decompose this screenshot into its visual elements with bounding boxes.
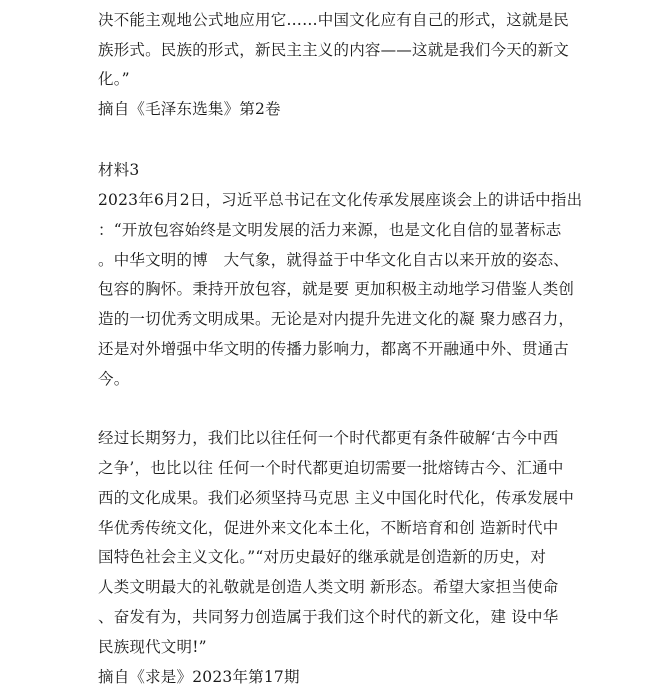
paragraph-line: 华优秀传统文化，促进外来文化本土化，不断培育和创 造新时代中 xyxy=(98,519,559,537)
paragraph-line: 造的一切优秀文明成果。无论是对内提升先进文化的凝 聚力感召力， xyxy=(98,310,575,328)
paragraph-line: 今。 xyxy=(98,370,130,388)
paragraph-line: 西的文化成果。我们必须坚持马克思 主义中国化时代化，传承发展中 xyxy=(98,489,575,507)
paragraph-line: 族形式。民族的形式，新民主主义的内容——这就是我们今天的新文 xyxy=(98,41,570,59)
paragraph-line: 包容的胸怀。秉持开放包容，就是要 更加积极主动地学习借鉴人类创 xyxy=(98,280,575,298)
paragraph-line: 经过长期努力，我们比以往任何一个时代都更有条件破解‘古今中西 xyxy=(98,429,559,447)
paragraph-line: 2023年6月2日，习近平总书记在文化传承发展座谈会上的讲话中指出 xyxy=(98,191,583,209)
paragraph-line: 化。” xyxy=(98,70,130,88)
paragraph-line: 。中华文明的博 大气象，就得益于中华文化自古以来开放的姿态、 xyxy=(98,251,570,269)
paragraph-line: ：“开放包容始终是文明发展的活力来源，也是文化自信的显著标志 xyxy=(98,221,562,239)
paragraph-line: 还是对外增强中华文明的传播力影响力，都离不开融通中外、贯通古 xyxy=(98,340,570,358)
paragraph-line: 民族现代文明!” xyxy=(98,638,207,656)
paragraph-line: 、奋发有为，共同努力创造属于我们这个时代的新文化，建 设中华 xyxy=(98,608,559,626)
paragraph-line: 国特色社会主义文化。”“对历史最好的继承就是创造新的历史，对 xyxy=(98,548,547,566)
source-citation: 摘自《毛泽东选集》第2卷 xyxy=(98,100,281,118)
paragraph-line: 之争’，也比以往 任何一个时代都更迫切需要一批熔铸古今、汇通中 xyxy=(98,459,564,477)
paragraph-line: 决不能主观地公式地应用它……中国文化应有自己的形式，这就是民 xyxy=(98,11,570,29)
paragraph-line: 人类文明最大的礼敬就是创造人类文明 新形态。希望大家担当使命 xyxy=(98,578,559,596)
section-heading: 材料3 xyxy=(98,161,140,179)
source-citation: 摘自《求是》2023年第17期 xyxy=(98,668,300,686)
